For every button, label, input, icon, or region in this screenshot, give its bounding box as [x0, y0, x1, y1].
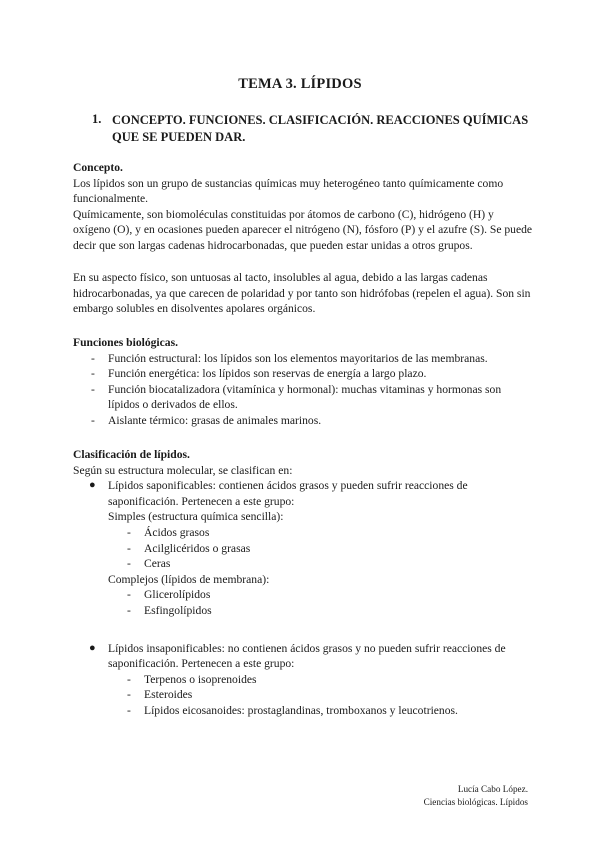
- concepto-section: [73, 160, 533, 254]
- concepto-heading: Concepto.: [73, 161, 123, 174]
- funciones-list: [73, 351, 533, 429]
- bullet-insaponificables-text: Lípidos insaponificables: no contienen ácidos grasos y no pueden sufrir reacciones de saponificación. Pertenecen a este grupo:: [108, 641, 506, 671]
- bullet-saponificables-text: Lípidos saponificables: contienen ácidos grasos y pueden sufrir reacciones de saponificación. Pertenecen a este grupo:: [108, 479, 468, 508]
- list-item: - Función biocatalizadora (vitamínica y hormonal): muchas vitaminas y hormonas son lípidos o derivados de ellos.: [73, 382, 533, 413]
- concepto-paragraph-2: Químicamente, son biomoléculas constituidas por átomos de carbono (C), hidrógeno (H) y oxígeno (O), y en ocasiones pueden aparecer el nitrógeno (N), fósforo (P) y el azufre (S). Se puede decir que son largas cadenas hidrocarbonadas, que pueden estar unidas a otros grupos.: [73, 207, 533, 252]
- list-item: - Terpenos o isoprenoides: [119, 672, 533, 688]
- list-item: - Función energética: los lípidos son reservas de energía a largo plazo.: [73, 366, 533, 382]
- funciones-section: [73, 335, 533, 429]
- list-item: - Ceras: [119, 556, 533, 572]
- list-item: - Función estructural: los lípidos son los elementos mayoritarios de las membranas.: [73, 351, 533, 367]
- list-item: - Acilglicéridos o grasas: [119, 541, 533, 557]
- complejos-label: Complejos (lípidos de membrana):: [108, 572, 270, 586]
- simples-label: Simples (estructura química sencilla):: [108, 510, 284, 524]
- simples-group: [73, 525, 533, 572]
- list-item: - Esteroides: [119, 687, 533, 703]
- page-footer: [228, 783, 528, 809]
- bullet-dot-icon: ●: [89, 479, 96, 492]
- section-title: CONCEPTO. FUNCIONES. CLASIFICACIÓN. REACCIONES QUÍMICAS QUE SE PUEDEN DAR.: [112, 113, 529, 144]
- list-item: - Ácidos grasos: [119, 525, 533, 541]
- spacer: [73, 619, 533, 641]
- concepto-paragraph-3: En su aspecto físico, son untuosas al tacto, insolubles al agua, debido a las largas cadenas hidrocarbonadas, ya que carecen de polaridad y por tanto son hidrófobas (repelen el agua). Son sin embargo solubles en disolventes apolares orgánicos.: [73, 271, 531, 316]
- concepto-physical: [73, 270, 533, 317]
- footer-course: Ciencias biológicas. Lípidos: [423, 797, 528, 807]
- list-item: - Lípidos eicosanoides: prostaglandinas, tromboxanos y leucotrienos.: [119, 703, 533, 719]
- complejos-list: [119, 587, 533, 618]
- concepto-paragraph-1: Los lípidos son un grupo de sustancias químicas muy heterogéneo tanto químicamente como funcionalmente.: [73, 176, 504, 206]
- clasificacion-intro: Según su estructura molecular, se clasifican en:: [73, 463, 293, 477]
- list-item: - Esfingolípidos: [119, 603, 533, 619]
- list-item: - Aislante térmico: grasas de animales marinos.: [73, 413, 533, 429]
- funciones-heading: Funciones biológicas.: [73, 336, 179, 349]
- page-title: TEMA 3. LÍPIDOS: [238, 76, 362, 92]
- complejos-group: [73, 587, 533, 618]
- bullet-dot-icon: ●: [89, 641, 96, 654]
- list-item: - Glicerolípidos: [119, 587, 533, 603]
- bullet-saponificables: [73, 478, 533, 509]
- insaponificables-group: [73, 672, 533, 719]
- bullet-insaponificables: [73, 641, 533, 672]
- clasificacion-section: [73, 447, 533, 719]
- section-number: 1.: [92, 112, 102, 126]
- clasificacion-heading: Clasificación de lípidos.: [73, 448, 190, 461]
- simples-list: [119, 525, 533, 572]
- footer-author: Lucía Cabo López.: [457, 784, 528, 794]
- insaponificables-list: [119, 672, 533, 719]
